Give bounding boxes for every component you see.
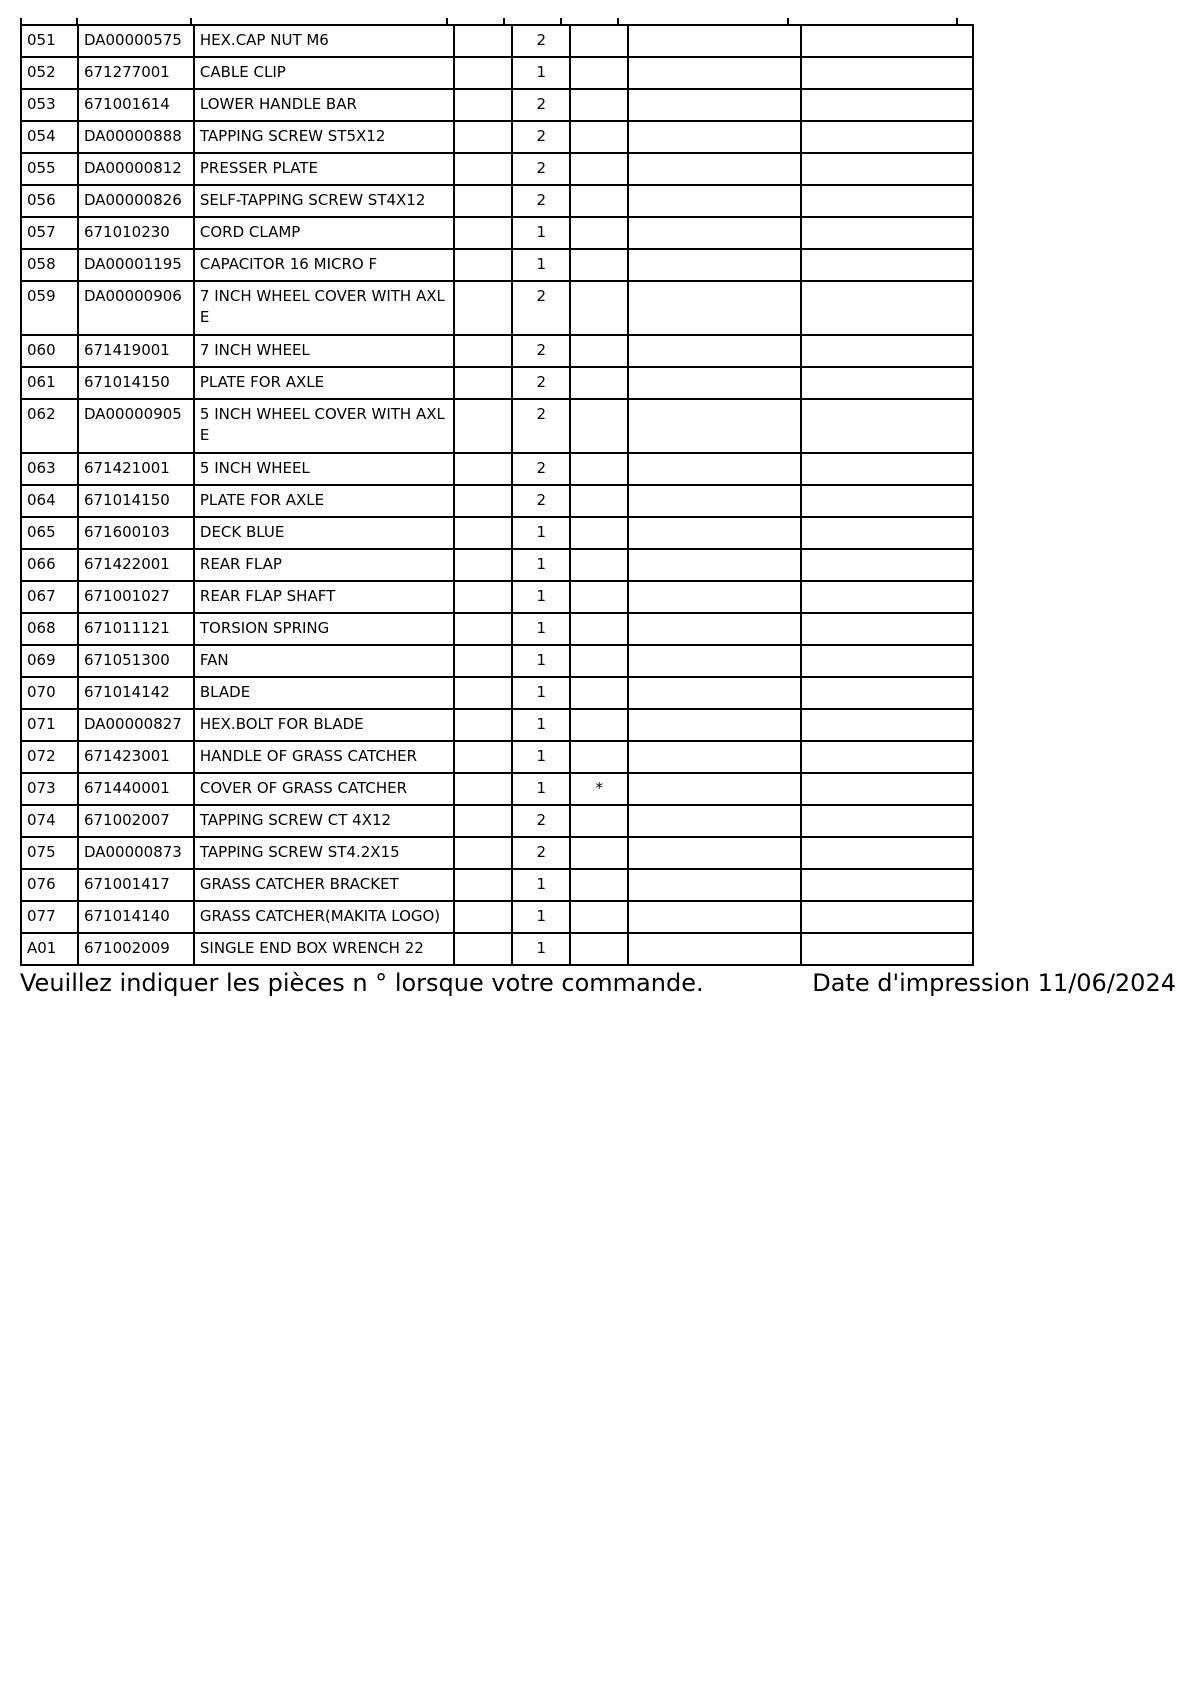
empty-cell [801, 89, 973, 121]
empty-cell [801, 933, 973, 965]
mark-cell [570, 741, 628, 773]
quantity-cell: 2 [512, 89, 570, 121]
quantity-cell: 1 [512, 549, 570, 581]
empty-cell [801, 645, 973, 677]
item-number-cell: 057 [21, 217, 78, 249]
quantity-cell: 1 [512, 249, 570, 281]
item-number-cell: 076 [21, 869, 78, 901]
item-number-cell: 062 [21, 399, 78, 453]
empty-cell [454, 741, 512, 773]
quantity-cell: 1 [512, 217, 570, 249]
mark-cell [570, 805, 628, 837]
quantity-cell: 2 [512, 185, 570, 217]
empty-cell [628, 185, 801, 217]
table-row [21, 399, 973, 453]
item-number-cell: 053 [21, 89, 78, 121]
empty-cell [454, 805, 512, 837]
quantity-cell: 2 [512, 453, 570, 485]
empty-cell [628, 773, 801, 805]
empty-cell [628, 933, 801, 965]
empty-cell [454, 217, 512, 249]
description-cell: FAN [194, 645, 454, 677]
quantity-cell: 2 [512, 25, 570, 57]
part-number-cell: 671010230 [78, 217, 194, 249]
description-cell: 5 INCH WHEEL [194, 453, 454, 485]
mark-cell [570, 613, 628, 645]
part-number-cell: 671014142 [78, 677, 194, 709]
description-cell: GRASS CATCHER BRACKET [194, 869, 454, 901]
empty-cell [628, 549, 801, 581]
description-cell: 5 INCH WHEEL COVER WITH AXLE [194, 399, 454, 453]
empty-cell [801, 677, 973, 709]
empty-cell [801, 485, 973, 517]
mark-cell [570, 281, 628, 335]
description-cell: 7 INCH WHEEL [194, 335, 454, 367]
description-cell: TAPPING SCREW CT 4X12 [194, 805, 454, 837]
part-number-cell: DA00001195 [78, 249, 194, 281]
empty-cell [628, 121, 801, 153]
mark-cell [570, 549, 628, 581]
empty-cell [628, 613, 801, 645]
empty-cell [801, 517, 973, 549]
table-row [21, 709, 973, 741]
empty-cell [801, 153, 973, 185]
quantity-cell: 1 [512, 933, 570, 965]
empty-cell [628, 901, 801, 933]
item-number-cell: 051 [21, 25, 78, 57]
empty-cell [801, 249, 973, 281]
item-number-cell: 055 [21, 153, 78, 185]
empty-cell [628, 805, 801, 837]
mark-cell [570, 57, 628, 89]
empty-cell [454, 185, 512, 217]
mark-cell [570, 217, 628, 249]
empty-cell [801, 335, 973, 367]
empty-cell [628, 645, 801, 677]
part-number-cell: 671600103 [78, 517, 194, 549]
mark-cell [570, 837, 628, 869]
empty-cell [454, 613, 512, 645]
empty-cell [801, 709, 973, 741]
item-number-cell: 052 [21, 57, 78, 89]
item-number-cell: 067 [21, 581, 78, 613]
description-cell: SELF-TAPPING SCREW ST4X12 [194, 185, 454, 217]
mark-cell [570, 709, 628, 741]
empty-cell [801, 581, 973, 613]
empty-cell [628, 249, 801, 281]
item-number-cell: 063 [21, 453, 78, 485]
quantity-cell: 1 [512, 741, 570, 773]
part-number-cell: 671277001 [78, 57, 194, 89]
mark-cell [570, 185, 628, 217]
description-cell: CAPACITOR 16 MICRO F [194, 249, 454, 281]
table-row [21, 677, 973, 709]
part-number-cell: DA00000812 [78, 153, 194, 185]
mark-cell [570, 581, 628, 613]
empty-cell [454, 485, 512, 517]
quantity-cell: 1 [512, 773, 570, 805]
description-cell: HEX.CAP NUT M6 [194, 25, 454, 57]
empty-cell [628, 217, 801, 249]
table-row [21, 805, 973, 837]
empty-cell [454, 121, 512, 153]
mark-cell [570, 25, 628, 57]
description-cell: 7 INCH WHEEL COVER WITH AXLE [194, 281, 454, 335]
part-number-cell: 671001417 [78, 869, 194, 901]
part-number-cell: 671001027 [78, 581, 194, 613]
description-cell: HEX.BOLT FOR BLADE [194, 709, 454, 741]
description-cell: TAPPING SCREW ST4.2X15 [194, 837, 454, 869]
table-row [21, 613, 973, 645]
empty-cell [454, 453, 512, 485]
empty-cell [454, 549, 512, 581]
description-cell: BLADE [194, 677, 454, 709]
quantity-cell: 2 [512, 399, 570, 453]
empty-cell [801, 217, 973, 249]
empty-cell [801, 25, 973, 57]
part-number-cell: DA00000873 [78, 837, 194, 869]
empty-cell [454, 933, 512, 965]
empty-cell [454, 677, 512, 709]
quantity-cell: 2 [512, 153, 570, 185]
part-number-cell: DA00000905 [78, 399, 194, 453]
description-cell: CABLE CLIP [194, 57, 454, 89]
table-row [21, 869, 973, 901]
empty-cell [628, 281, 801, 335]
quantity-cell: 1 [512, 709, 570, 741]
item-number-cell: 058 [21, 249, 78, 281]
empty-cell [628, 837, 801, 869]
quantity-cell: 2 [512, 367, 570, 399]
table-row [21, 581, 973, 613]
table-row [21, 367, 973, 399]
part-number-cell: 671421001 [78, 453, 194, 485]
table-row [21, 25, 973, 57]
empty-cell [801, 185, 973, 217]
part-number-cell: 671002009 [78, 933, 194, 965]
empty-cell [801, 367, 973, 399]
item-number-cell: 066 [21, 549, 78, 581]
table-row [21, 89, 973, 121]
part-number-cell: 671014150 [78, 485, 194, 517]
empty-cell [454, 645, 512, 677]
quantity-cell: 1 [512, 581, 570, 613]
part-number-cell: 671440001 [78, 773, 194, 805]
part-number-cell: 671011121 [78, 613, 194, 645]
empty-cell [801, 741, 973, 773]
item-number-cell: 059 [21, 281, 78, 335]
parts-table-body [21, 25, 973, 965]
description-cell: CORD CLAMP [194, 217, 454, 249]
table-row [21, 281, 973, 335]
item-number-cell: 072 [21, 741, 78, 773]
empty-cell [628, 367, 801, 399]
empty-cell [801, 773, 973, 805]
parts-table [20, 24, 974, 966]
quantity-cell: 2 [512, 335, 570, 367]
table-row [21, 933, 973, 965]
quantity-cell: 2 [512, 837, 570, 869]
description-cell: TORSION SPRING [194, 613, 454, 645]
mark-cell [570, 901, 628, 933]
table-row [21, 249, 973, 281]
description-cell: REAR FLAP SHAFT [194, 581, 454, 613]
description-cell: REAR FLAP [194, 549, 454, 581]
empty-cell [801, 549, 973, 581]
table-row [21, 837, 973, 869]
mark-cell [570, 335, 628, 367]
table-row [21, 217, 973, 249]
mark-cell [570, 517, 628, 549]
table-row [21, 773, 973, 805]
quantity-cell: 2 [512, 121, 570, 153]
empty-cell [628, 89, 801, 121]
empty-cell [628, 153, 801, 185]
quantity-cell: 2 [512, 281, 570, 335]
empty-cell [454, 869, 512, 901]
mark-cell [570, 399, 628, 453]
description-cell: SINGLE END BOX WRENCH 22 [194, 933, 454, 965]
empty-cell [454, 837, 512, 869]
mark-cell [570, 89, 628, 121]
empty-cell [628, 453, 801, 485]
empty-cell [628, 517, 801, 549]
item-number-cell: 070 [21, 677, 78, 709]
part-number-cell: 671419001 [78, 335, 194, 367]
mark-cell: * [570, 773, 628, 805]
item-number-cell: 064 [21, 485, 78, 517]
part-number-cell: DA00000888 [78, 121, 194, 153]
mark-cell [570, 367, 628, 399]
print-date: Date d'impression 11/06/2024 [812, 969, 1176, 997]
empty-cell [628, 709, 801, 741]
item-number-cell: 056 [21, 185, 78, 217]
quantity-cell: 1 [512, 645, 570, 677]
empty-cell [801, 453, 973, 485]
part-number-cell: 671014140 [78, 901, 194, 933]
table-row [21, 741, 973, 773]
quantity-cell: 1 [512, 57, 570, 89]
empty-cell [454, 901, 512, 933]
mark-cell [570, 677, 628, 709]
mark-cell [570, 869, 628, 901]
quantity-cell: 1 [512, 901, 570, 933]
table-row [21, 335, 973, 367]
item-number-cell: 075 [21, 837, 78, 869]
order-note: Veuillez indiquer les pièces n ° lorsque votre commande. [20, 969, 704, 997]
item-number-cell: 054 [21, 121, 78, 153]
description-cell: DECK BLUE [194, 517, 454, 549]
part-number-cell: 671423001 [78, 741, 194, 773]
empty-cell [454, 517, 512, 549]
empty-cell [801, 399, 973, 453]
empty-cell [801, 57, 973, 89]
empty-cell [454, 281, 512, 335]
item-number-cell: 073 [21, 773, 78, 805]
description-cell: LOWER HANDLE BAR [194, 89, 454, 121]
quantity-cell: 2 [512, 805, 570, 837]
empty-cell [454, 89, 512, 121]
empty-cell [801, 869, 973, 901]
empty-cell [801, 805, 973, 837]
table-row [21, 121, 973, 153]
table-row [21, 153, 973, 185]
mark-cell [570, 453, 628, 485]
empty-cell [454, 249, 512, 281]
description-cell: GRASS CATCHER(MAKITA LOGO) [194, 901, 454, 933]
table-row [21, 645, 973, 677]
description-cell: COVER OF GRASS CATCHER [194, 773, 454, 805]
part-number-cell: 671051300 [78, 645, 194, 677]
quantity-cell: 1 [512, 677, 570, 709]
description-cell: PLATE FOR AXLE [194, 367, 454, 399]
part-number-cell: 671422001 [78, 549, 194, 581]
quantity-cell: 2 [512, 485, 570, 517]
empty-cell [628, 485, 801, 517]
empty-cell [454, 57, 512, 89]
quantity-cell: 1 [512, 869, 570, 901]
part-number-cell: DA00000826 [78, 185, 194, 217]
empty-cell [454, 367, 512, 399]
description-cell: TAPPING SCREW ST5X12 [194, 121, 454, 153]
item-number-cell: A01 [21, 933, 78, 965]
description-cell: PLATE FOR AXLE [194, 485, 454, 517]
table-row [21, 901, 973, 933]
table-row [21, 485, 973, 517]
empty-cell [454, 773, 512, 805]
item-number-cell: 068 [21, 613, 78, 645]
mark-cell [570, 153, 628, 185]
empty-cell [801, 613, 973, 645]
part-number-cell: DA00000827 [78, 709, 194, 741]
item-number-cell: 069 [21, 645, 78, 677]
item-number-cell: 074 [21, 805, 78, 837]
empty-cell [801, 901, 973, 933]
empty-cell [454, 399, 512, 453]
empty-cell [628, 25, 801, 57]
part-number-cell: 671002007 [78, 805, 194, 837]
empty-cell [628, 869, 801, 901]
empty-cell [454, 709, 512, 741]
empty-cell [628, 335, 801, 367]
item-number-cell: 061 [21, 367, 78, 399]
description-cell: HANDLE OF GRASS CATCHER [194, 741, 454, 773]
quantity-cell: 1 [512, 613, 570, 645]
empty-cell [628, 677, 801, 709]
part-number-cell: 671001614 [78, 89, 194, 121]
empty-cell [801, 281, 973, 335]
empty-cell [454, 153, 512, 185]
item-number-cell: 071 [21, 709, 78, 741]
mark-cell [570, 121, 628, 153]
quantity-cell: 1 [512, 517, 570, 549]
part-number-cell: DA00000906 [78, 281, 194, 335]
table-row [21, 185, 973, 217]
empty-cell [628, 741, 801, 773]
empty-cell [454, 25, 512, 57]
description-cell: PRESSER PLATE [194, 153, 454, 185]
empty-cell [801, 121, 973, 153]
table-row [21, 549, 973, 581]
item-number-cell: 077 [21, 901, 78, 933]
table-row [21, 517, 973, 549]
table-row [21, 453, 973, 485]
empty-cell [454, 335, 512, 367]
empty-cell [801, 837, 973, 869]
mark-cell [570, 249, 628, 281]
empty-cell [454, 581, 512, 613]
empty-cell [628, 581, 801, 613]
empty-cell [628, 57, 801, 89]
mark-cell [570, 933, 628, 965]
item-number-cell: 065 [21, 517, 78, 549]
table-row [21, 57, 973, 89]
part-number-cell: DA00000575 [78, 25, 194, 57]
item-number-cell: 060 [21, 335, 78, 367]
mark-cell [570, 645, 628, 677]
empty-cell [628, 399, 801, 453]
mark-cell [570, 485, 628, 517]
part-number-cell: 671014150 [78, 367, 194, 399]
